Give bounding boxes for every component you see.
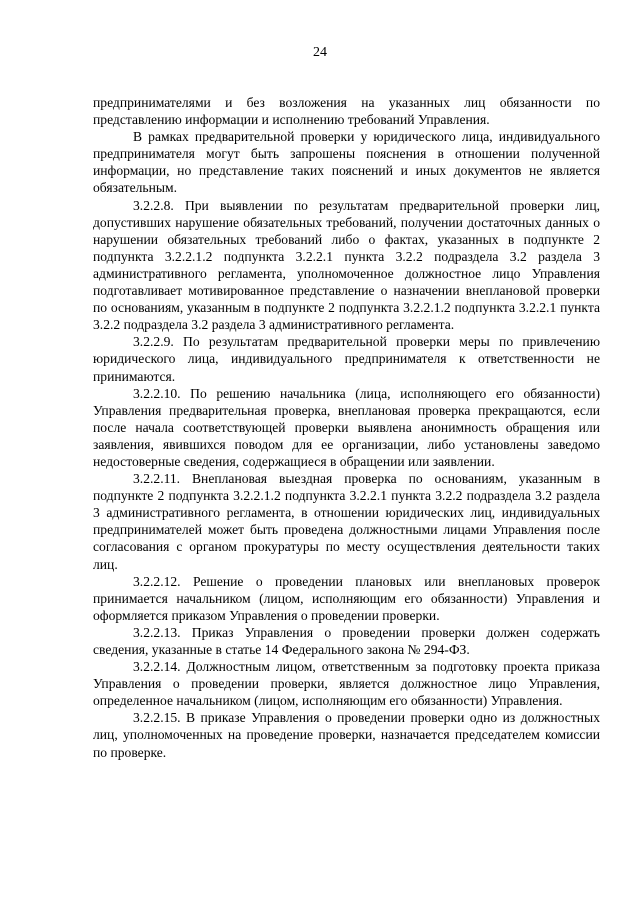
paragraph-3-2-2-10: 3.2.2.10. По решению начальника (лица, исполняющего его обязанности) Управления предварительная проверка, внеплановая проверка прекращаются, если после начала соответствующей проверки выявлена анонимность обращения или заявления, явившихся поводом для ее организации, либо установлены заведомо недостоверные сведения, содержащиеся в обращении или заявлении. xyxy=(93,385,600,469)
paragraph-3-2-2-9: 3.2.2.9. По результатам предварительной проверки меры по привлечению юридического лица, индивидуального предпринимателя к ответственности не принимаются. xyxy=(93,334,600,384)
paragraph-3-2-2-14: 3.2.2.14. Должностным лицом, ответственным за подготовку проекта приказа Управления о проведении проверки, является должностное лицо Управления, определенное начальником (лицом, исполняющим его обязанности) Управления. xyxy=(93,659,600,709)
paragraph-3-2-2-13: 3.2.2.13. Приказ Управления о проведении проверки должен содержать сведения, указанные в статье 14 Федерального закона № 294-ФЗ. xyxy=(93,624,600,657)
document-body xyxy=(93,94,600,761)
paragraph-3-2-2-8: 3.2.2.8. При выявлении по результатам предварительной проверки лиц, допустивших нарушение обязательных требований, получении достаточных данных о нарушении обязательных требований либо о фактах, указанных в подпункте 2 подпункта 3.2.2.1.2 подпункта 3.2.2.1 пункта 3.2.2 подраздела 3.2 раздела 3 административного регламента, уполномоченное должностное лицо Управления подготавливает мотивированное представление о назначении внеплановой проверки по основаниям, указанным в подпункте 2 подпункта 3.2.2.1.2 подпункта 3.2.2.1 пункта 3.2.2 подраздела 3.2 раздела 3 административного регламента. xyxy=(93,197,600,333)
page-number: 24 xyxy=(313,45,327,60)
paragraph-3-2-2-11: 3.2.2.11. Внеплановая выездная проверка по основаниям, указанным в подпункте 2 подпункта 3.2.2.1.2 подпункта 3.2.2.1 пункта 3.2.2 подраздела 3.2 раздела 3 административного регламента, в отношении юридических лиц, индивидуальных предпринимателей может быть проведена должностными лицами Управления после согласования с органом прокуратуры по месту осуществления деятельности таких лиц. xyxy=(93,471,600,572)
paragraph-continuation: предпринимателями и без возложения на указанных лиц обязанности по представлению информации и исполнению требований Управления. xyxy=(93,95,600,128)
paragraph-3-2-2-15: 3.2.2.15. В приказе Управления о проведении проверки одно из должностных лиц, уполномоченных на проведение проверки, назначается председателем комиссии по проверке. xyxy=(93,710,600,760)
paragraph-3-2-2-12: 3.2.2.12. Решение о проведении плановых или внеплановых проверок принимается начальником (лицом, исполняющим его обязанности) Управления и оформляется приказом Управления о проведении проверки. xyxy=(93,573,600,623)
paragraph-preliminary-check-explanations: В рамках предварительной проверки у юридического лица, индивидуального предпринимателя могут быть запрошены пояснения в отношении полученной информации, но представление таких пояснений и иных документов не является обязательным. xyxy=(93,129,600,196)
